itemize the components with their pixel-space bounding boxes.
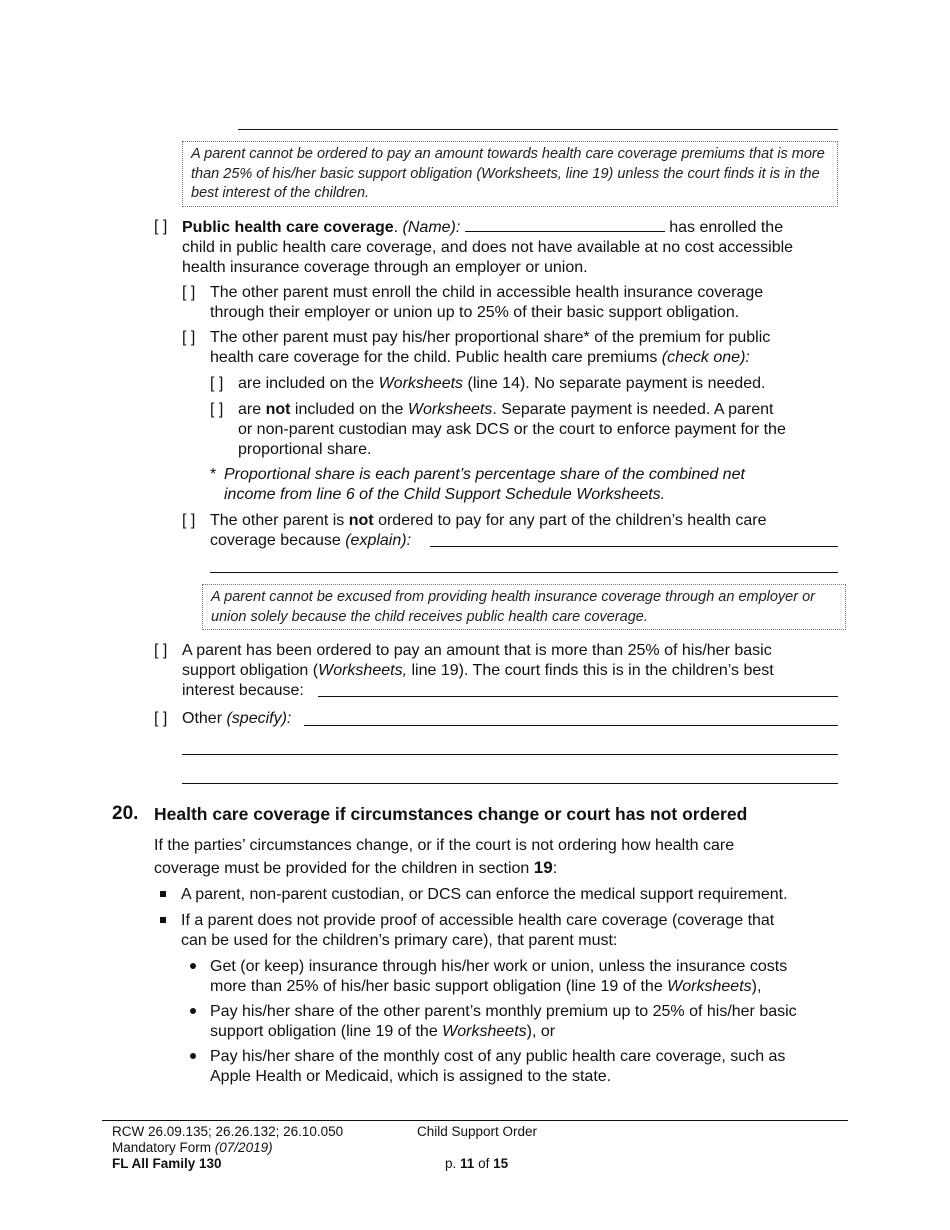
footer-mandatory: Mandatory Form [112,1140,212,1155]
sub3-text [210,1047,842,1087]
included-checkbox[interactable]: [ ] [210,375,224,392]
bullet2-text [181,911,841,951]
premium-limit-note [182,141,838,207]
over25-checkbox[interactable]: [ ] [154,642,168,659]
footer-page-num: 11 [460,1156,475,1171]
footer-left [112,1124,343,1172]
footer-divider [102,1120,848,1121]
premium-limit-note-text: A parent cannot be ordered to pay an amount towards health care coverage premiums that is more than 25% of his/her basic support obligation (Worksheets, line 19) unless the court finds it is in the best interest of the children. [191,146,825,201]
sub3-marker-icon [190,1053,196,1059]
sub1-marker-icon [190,963,196,969]
enroll-option-text [210,283,840,323]
intro-line2-post: : [552,860,558,877]
included-pre: are included on the [238,375,375,392]
not-ordered-line2: coverage because [210,532,341,549]
section-20-title: Health care coverage if circumstances change or court has not ordered [154,804,748,824]
bullet1-text: A parent, non-parent custodian, or DCS can enforce the medical support requirement. [181,886,788,903]
other-label: Other [182,710,223,727]
sub1-line1: Get (or keep) insurance through his/her work or union, unless the insurance costs [210,958,788,975]
section-19-ref: 19 [533,858,553,877]
not-included-line3: proportional share. [238,441,372,458]
specify-label: (specify): [226,710,292,727]
bullet1-marker-icon [160,891,166,897]
over25-text [182,641,842,701]
other-checkbox[interactable]: [ ] [154,710,168,727]
not-included-worksheets: Worksheets [407,401,493,418]
public-coverage-line3: health insurance coverage through an employer or union. [182,259,588,276]
public-coverage-title: Public health care coverage [182,219,394,236]
not-included-checkbox[interactable]: [ ] [210,401,224,418]
sub3-line1: Pay his/her share of the monthly cost of any public health care coverage, such as [210,1048,786,1065]
pay-share-line2: health care coverage for the child. Public health care premiums [210,349,658,366]
intro-line2-pre: coverage must be provided for the children in section [154,860,530,877]
not-included-text [238,400,838,460]
excuse-note [202,584,846,630]
explain-field-line2[interactable] [210,572,838,573]
footnote-text [224,465,824,505]
not-ordered-post: ordered to pay for any part of the children’s health care [378,512,767,529]
public-coverage-checkbox[interactable]: [ ] [154,218,168,235]
public-coverage-paragraph: Public health care coverage. (Name): has enrolled the child in public health care coverage, and does not have available at no cost accessible health insurance coverage through an employer or union. [182,217,842,278]
sub2-text [210,1002,842,1042]
not-included-line2: or non-parent custodian may ask DCS or the court to enforce payment for the [238,421,786,438]
sub2-line2-pre: support obligation (line 19 of the [210,1023,438,1040]
bullet2-line1: If a parent does not provide proof of accessible health care coverage (coverage that [181,912,775,929]
not-ordered-text [210,511,840,551]
other-field[interactable] [304,725,838,726]
over25-line2-pre: support obligation ( [182,662,319,679]
over25-line2-post: line 19). The court finds this is in the children’s best [411,662,774,679]
footnote-line2: income from line 6 of the Child Support Schedule Worksheets. [224,486,666,503]
intro-line1: If the parties’ circumstances change, or if the court is not ordering how health care [154,837,735,854]
sub2-marker-icon [190,1008,196,1014]
over25-line3: interest because: [182,682,304,699]
footnote-line1: Proportional share is each parent’s percentage share of the combined net [224,466,745,483]
public-coverage-line2: child in public health care coverage, and does not have available at no cost accessible [182,239,794,256]
explain-label: (explain): [345,532,412,549]
pay-share-line1: The other parent must pay his/her proportional share* of the premium for public [210,329,771,346]
sub1-line2-post: ), [751,978,762,995]
not-included-post: . Separate payment is needed. A parent [492,401,774,418]
over25-line1: A parent has been ordered to pay an amount that is more than 25% of his/her basic [182,642,772,659]
sub2-worksheets: Worksheets [442,1023,527,1040]
included-post: (line 14). No separate payment is needed. [467,375,766,392]
sub2-line2-post: ), or [526,1023,556,1040]
over25-worksheets: Worksheets, [318,662,408,679]
included-text [238,374,838,394]
sub1-worksheets: Worksheets [667,978,752,995]
other-text [182,709,291,729]
enroll-option-line1: The other parent must enroll the child in accessible health insurance coverage [210,284,764,301]
other-field-line2[interactable] [182,754,838,755]
not-ordered-checkbox[interactable]: [ ] [182,512,196,529]
sub3-line2: Apple Health or Medicaid, which is assigned to the state. [210,1068,612,1085]
sub1-text [210,957,842,997]
top-answer-line[interactable] [238,129,838,130]
not-ordered-not: not [348,512,374,529]
sub2-line1: Pay his/her share of the other parent’s monthly premium up to 25% of his/her basic [210,1003,797,1020]
footer-form-id: FL All Family 130 [112,1156,222,1171]
interest-because-field[interactable] [318,696,838,697]
check-one-label: (check one): [661,349,750,366]
excuse-note-text: A parent cannot be excused from providing health insurance coverage through an employer or union solely because the child receives public health care coverage. [211,589,815,625]
name-field[interactable] [465,217,665,232]
not-included-are: are [238,401,262,418]
footer-page-prefix: p. [445,1156,457,1171]
enroll-option-checkbox[interactable]: [ ] [182,284,196,301]
footer-page-number [445,1156,508,1172]
enroll-option-line2: through their employer or union up to 25% of their basic support obligation. [210,304,740,321]
name-label: (Name): [402,219,461,236]
footnote-star: * [210,466,217,483]
not-included-not: not [265,401,291,418]
sub1-line2-pre: more than 25% of his/her basic support obligation (line 19 of the [210,978,663,995]
not-ordered-pre: The other parent is [210,512,345,529]
pay-share-checkbox[interactable]: [ ] [182,329,196,346]
other-field-line3[interactable] [182,783,838,784]
section-20-intro [154,835,834,880]
footer-doc-title: Child Support Order [417,1124,538,1139]
footer-mandatory-date: (07/2019) [214,1140,273,1155]
bullet2-marker-icon [160,917,166,923]
bullet2-line2: can be used for the children’s primary care), that parent must: [181,932,618,949]
section-20-number: 20. [112,803,139,824]
footer-page-total: 15 [493,1156,509,1171]
included-worksheets: Worksheets [378,375,464,392]
footer-page-of: of [478,1156,490,1171]
footer-rcw: RCW 26.09.135; 26.26.132; 26.10.050 [112,1124,344,1139]
not-included-pre: included on the [294,401,404,418]
public-coverage-text: has enrolled the [669,219,784,236]
pay-share-text [210,328,840,368]
explain-field[interactable] [430,546,838,547]
